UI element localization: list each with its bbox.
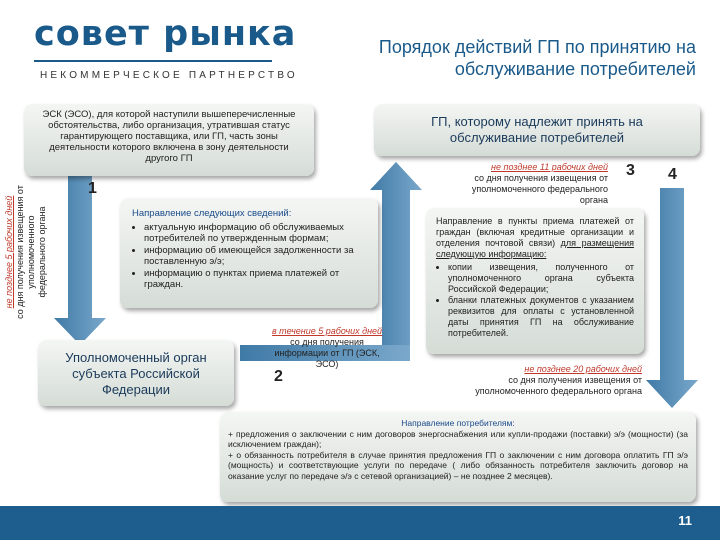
info-item: • информацию о пунктах приема платежей от граждан. — [144, 268, 366, 291]
points-underlined: для размещения следующую информацию: — [436, 238, 634, 259]
gp-box: ГП, которому надлежит принять на обслуживание потребителей — [374, 104, 700, 156]
step-4-text — [450, 364, 642, 397]
step-1-number: 1 — [88, 180, 97, 197]
consumers-box — [220, 412, 696, 502]
step-1-deadline: не позднее 5 рабочих дней — [4, 195, 14, 309]
organ-box: Уполномоченный орган субъекта Российской Федерации — [38, 340, 234, 406]
points-box — [426, 208, 644, 354]
step-3-number: 3 — [626, 162, 635, 179]
step-4-deadline: не позднее 20 рабочих дней — [524, 364, 642, 374]
info-box-list — [132, 222, 366, 291]
arrow-step4 — [646, 188, 698, 408]
arrow-step1 — [54, 170, 106, 345]
step-2-text — [262, 326, 392, 370]
page-number: 11 — [678, 513, 692, 528]
step-4-number: 4 — [668, 166, 677, 183]
consumers-title: Направление потребителям: — [401, 418, 515, 428]
consumers-p1: + предложения о заключении с ним договоров энергоснабжения или купли-продажи (поставки) э/э (мощности) (за исключением граждан); — [228, 428, 688, 449]
points-list — [436, 262, 634, 339]
step-2-rest: со дня получения информации от ГП (ЭСК, ЭСО) — [274, 337, 380, 369]
logo-text: совет рынка — [34, 14, 297, 54]
logo-subtitle: НЕКОММЕРЧЕСКОЕ ПАРТНЕРСТВО — [40, 70, 298, 81]
step-4-rest: со дня получения извещения от уполномоченного федерального органа — [475, 375, 642, 396]
info-item: • информацию об имеющейся задолженности за поставленную э/э; — [144, 245, 366, 268]
points-item: • бланки платежных документов с указанием реквизитов для оплаты с установленной даты принятия ГП на обслуживание потребителей. — [448, 295, 634, 339]
points-item: • копии извещения, полученного от уполномоченного органа субъекта Российской Федерации; — [448, 262, 634, 295]
step-1-text — [4, 184, 48, 320]
info-box-title: Направление следующих сведений: — [132, 208, 292, 219]
slide-title: Порядок действий ГП по принятию на обслуживание потребителей — [378, 37, 696, 79]
step-3-rest: со дня получения извещения от уполномоченного федерального органа — [471, 173, 608, 205]
points-intro: Направление в пункты приема платежей от граждан (включая кредитные организации и отделения почтовой связи) — [436, 216, 634, 248]
step-1-rest: со дня получения извещения от уполномоченного федерального органа — [15, 185, 47, 319]
info-item: • актуальную информацию об обслуживаемых потребителей по утвержденным формам; — [144, 222, 366, 245]
esk-box: ЭСК (ЭСО), для которой наступили вышеперечисленные обстоятельства, либо организация, утратившая статус гарантирующего поставщика, или ГП, часть зоны деятельности которого включена в зону деятельности другого ГП — [24, 104, 314, 176]
step-3-text — [442, 162, 608, 206]
step-2-number: 2 — [274, 368, 283, 385]
info-box — [120, 198, 378, 308]
step-3-deadline: не позднее 11 рабочих дней — [491, 162, 608, 172]
consumers-p2: + о обязанность потребителя в случае принятия предложения ГП о заключении с ним договора оплатить ГП э/э (мощность) и соответствующие услуги по передаче ( либо обязанность потребителя заключить договор на оказание услуг по передаче э/э с сетевой организацией) – не позднее 2 месяцев). — [228, 449, 688, 481]
step-2-deadline: в течение 5 рабочих дней — [271, 326, 383, 336]
footer-bar — [0, 506, 720, 540]
